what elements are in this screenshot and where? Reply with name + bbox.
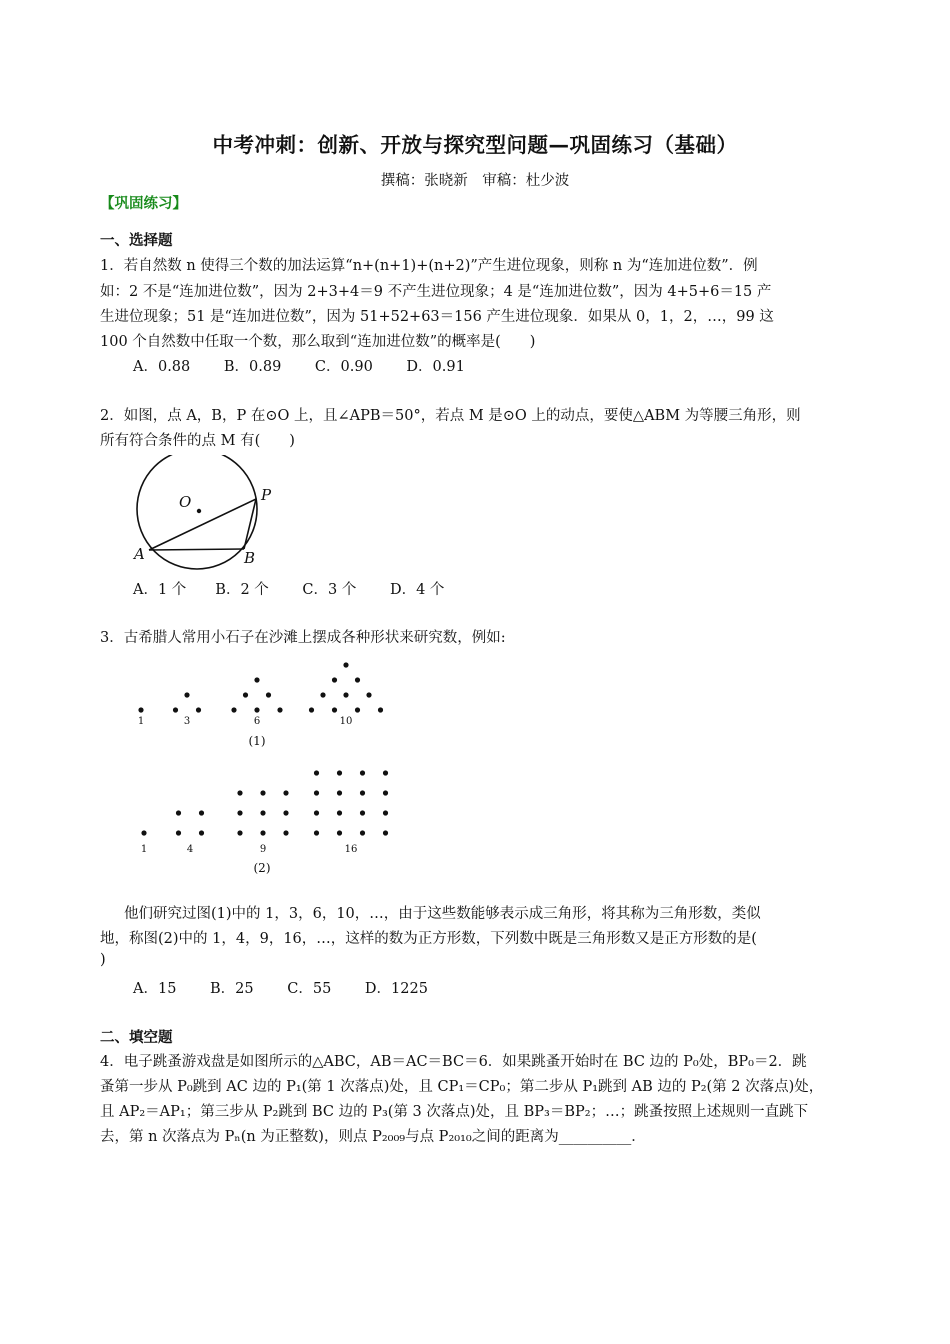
pebble-dot (332, 707, 337, 712)
pebble-dot (199, 830, 204, 835)
tri-caption: (1) (248, 734, 266, 748)
pebble-dot (383, 790, 388, 795)
pebble-dot (173, 707, 178, 712)
pebble-dot (196, 707, 201, 712)
pebble-dot (260, 810, 265, 815)
pebble-dot (360, 830, 365, 835)
pebble-dot (138, 707, 143, 712)
chord-ab (149, 549, 244, 550)
section-label: 【巩固练习】 (100, 196, 187, 212)
pebble-dot (314, 810, 319, 815)
sq-label-4: 4 (186, 844, 194, 855)
author-line: 撰稿：张晓新 审稿：杜少波 (380, 173, 570, 189)
q4-line-2: 蚤第一步从 P₀跳到 AC 边的 P₁(第 1 次落点)处，且 CP₁＝CP₀；第二步从 P₁跳到 AB 边的 P₂(第 2 次落点)处， (100, 1079, 824, 1095)
page-title: 中考冲刺：创新、开放与探究型问题—巩固练习（基础） (212, 133, 738, 157)
pebble-dot (283, 810, 288, 815)
q1-line-4: 100 个自然数中任取一个数，那么取到“连加进位数”的概率是( ) (100, 334, 536, 350)
pebble-dot (355, 677, 360, 682)
pebble-dot (176, 810, 181, 815)
tri-label-3: 3 (183, 716, 191, 727)
q4-line-1: 4．电子跳蚤游戏盘是如图所示的△ABC，AB＝AC＝BC＝6．如果跳蚤开始时在 BC 边的 P₀处，BP₀＝2．跳 (100, 1054, 807, 1070)
pebble-dot (337, 790, 342, 795)
pebble-dot (266, 692, 271, 697)
pebble-dot (343, 692, 348, 697)
pebble-dot (231, 707, 236, 712)
tri-label-10: 10 (339, 716, 353, 727)
label-a: A (134, 545, 145, 563)
pebble-dot (254, 707, 259, 712)
tri-label-6: 6 (253, 716, 261, 727)
pebble-dot (314, 770, 319, 775)
heading-fill-in: 二、填空题 (100, 1030, 173, 1046)
pebble-dot (283, 830, 288, 835)
pebble-dot (378, 707, 383, 712)
q3-intro: 3．古希腊人常用小石子在沙滩上摆成各种形状来研究数，例如: (100, 630, 506, 646)
triangular-numbers-figure (120, 640, 410, 755)
chord-ap (149, 499, 256, 550)
pebble-dot (309, 707, 314, 712)
pebble-dot (254, 677, 259, 682)
circle-figure (128, 455, 288, 570)
pebble-dot (237, 810, 242, 815)
center-point (197, 509, 201, 513)
sq-label-9: 9 (259, 844, 267, 855)
pebble-dot (343, 662, 348, 667)
pebble-dot (184, 692, 189, 697)
sq-label-16: 16 (344, 844, 358, 855)
pebble-dot (337, 830, 342, 835)
pebble-dot (360, 810, 365, 815)
pebble-dot (314, 830, 319, 835)
pebble-dot (332, 677, 337, 682)
pebble-dot (337, 770, 342, 775)
q2-line-1: 2．如图，点 A，B，P 在⊙O 上，且∠APB＝50°，若点 M 是⊙O 上的动点，要使△ABM 为等腰三角形，则 (100, 408, 801, 424)
q3-body-line-3: ) (100, 952, 106, 968)
pebble-dot (260, 830, 265, 835)
q4-line-4: 去，第 n 次落点为 Pₙ(n 为正整数)，则点 P₂₀₀₉与点 P₂₀₁₀之间的距离为__________． (100, 1129, 646, 1145)
pebble-dot (383, 770, 388, 775)
pebble-dot (141, 830, 146, 835)
pebble-dot (383, 830, 388, 835)
q1-line-3: 生进位现象；51 是“连加进位数”，因为 51+52+63＝156 产生进位现象．如果从 0，1，2，…，99 这 (100, 309, 774, 325)
pebble-dot (277, 707, 282, 712)
circle-o (137, 455, 257, 569)
q3-body-line-1: 他们研究过图(1)中的 1，3，6，10，…，由于这些数能够表示成三角形，将其称为三角形数，类似 (124, 906, 761, 922)
square-numbers-figure (120, 762, 410, 880)
pebble-dot (337, 810, 342, 815)
q1-line-2: 如：2 不是“连加进位数”，因为 2+3+4＝9 不产生进位现象；4 是“连加进位数”，因为 4+5+6＝15 产 (100, 284, 772, 300)
pebble-dot (314, 790, 319, 795)
q2-options: A．1 个 B．2 个 C．3 个 D．4 个 (133, 582, 445, 598)
tri-label-1: 1 (137, 716, 145, 727)
q3-options: A．15 B．25 C．55 D．1225 (133, 981, 428, 997)
pebble-dot (360, 790, 365, 795)
label-b: B (244, 549, 256, 567)
pebble-dot (176, 830, 181, 835)
pebble-dot (260, 790, 265, 795)
q1-line-1: 1．若自然数 n 使得三个数的加法运算“n+(n+1)+(n+2)”产生进位现象，则称 n 为“连加进位数”．例 (100, 258, 758, 274)
q1-options: A．0.88 B．0.89 C．0.90 D．0.91 (133, 359, 465, 375)
chord-bp (244, 499, 256, 549)
q2-line-2: 所有符合条件的点 M 有( ) (100, 433, 295, 449)
pebble-dot (283, 790, 288, 795)
sq-caption: (2) (253, 861, 271, 875)
q4-line-3: 且 AP₂＝AP₁；第三步从 P₂跳到 BC 边的 P₃(第 3 次落点)处，且 BP₃＝BP₂；…；跳蚤按照上述规则一直跳下 (100, 1104, 809, 1120)
pebble-dot (243, 692, 248, 697)
pebble-dot (366, 692, 371, 697)
pebble-dot (237, 830, 242, 835)
pebble-dot (383, 810, 388, 815)
pebble-dot (199, 810, 204, 815)
pebble-dot (237, 790, 242, 795)
pebble-dot (320, 692, 325, 697)
label-p: P (261, 486, 272, 504)
pebble-dot (360, 770, 365, 775)
pebble-dot (355, 707, 360, 712)
q3-body-line-2: 地，称图(2)中的 1，4，9，16，…，这样的数为正方形数，下列数中既是三角形数又是正方形数的是( (100, 931, 757, 947)
label-o: O (179, 493, 192, 511)
heading-multiple-choice: 一、选择题 (100, 233, 173, 249)
sq-label-1: 1 (140, 844, 148, 855)
